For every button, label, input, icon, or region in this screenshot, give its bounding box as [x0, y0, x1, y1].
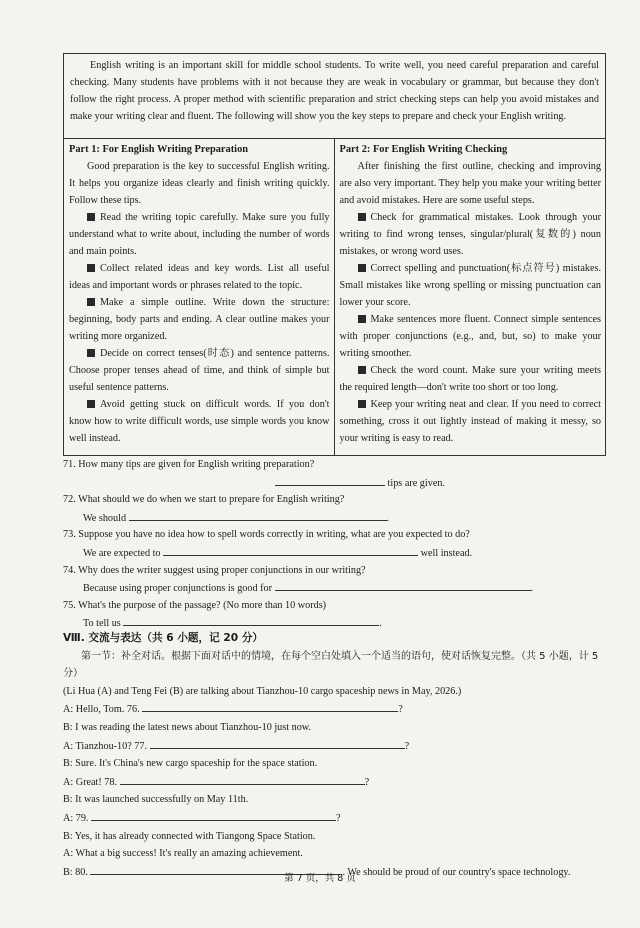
answer-blank-77[interactable] — [150, 737, 405, 749]
part1-tip: Decide on correct tenses(时态) and sentence patterns. Choose proper tenses ahead of time, and think of simple but useful sentence patterns. — [69, 348, 330, 393]
dialogue-line-76: A: Hello, Tom. 76. ? — [63, 700, 608, 719]
answer-blank-76[interactable] — [142, 700, 398, 712]
part1-tip: Collect related ideas and key words. List all useful ideas and important words or phrases related to the topic. — [69, 263, 330, 291]
question-72: 72. What should we do when we start to prepare for English writing? — [63, 494, 345, 506]
page-number: 第 7 页，共 8 页 — [284, 873, 356, 884]
answer-blank-78[interactable] — [120, 773, 365, 785]
passage-intro: English writing is an important skill for middle school students. To write well, you need careful preparation and careful checking. Many students have problems with it not because they are weak in vocabulary or grammar, but because they don't follow the right process. A proper method with scientific preparation and strict checking steps can help you avoid mistakes and make your writing clear and fluent. The following will show you the key steps to prepare and check your English writing. — [64, 54, 605, 139]
square-bullet-icon — [358, 264, 366, 272]
dialogue-line-79: A: 79. ? — [63, 809, 608, 828]
part1-title: Part 1: For English Writing Preparation — [69, 144, 249, 155]
part1-tip: Make a simple outline. Write down the structure: beginning, body parts and ending. A clear outline makes your writing more organized. — [69, 297, 330, 342]
part2-tip: Correct spelling and punctuation(标点符号) mistakes. Small mistakes like wrong spelling or missing punctuation can lower your score. — [339, 263, 601, 308]
answer-blank-74[interactable] — [275, 579, 531, 591]
square-bullet-icon — [358, 213, 366, 221]
answer-blank-73[interactable] — [163, 544, 418, 556]
answer-blank-79[interactable] — [91, 809, 336, 821]
part2-column — [335, 139, 606, 455]
dialogue-context: (Li Hua (A) and Teng Fei (B) are talking about Tianzhou-10 cargo spaceship news in May, 2026.) — [63, 685, 462, 697]
square-bullet-icon — [358, 366, 366, 374]
answer-line-75: To tell us . — [63, 614, 608, 633]
square-bullet-icon — [358, 315, 366, 323]
dialogue-line: B: Yes, it has already connected with Tiangong Space Station. — [63, 830, 316, 842]
square-bullet-icon — [358, 400, 366, 408]
part2-tip: Check for grammatical mistakes. Look through your writing to find wrong tenses, singular/plural(复数的) noun mistakes, or wrong word uses. — [339, 212, 601, 257]
dialogue-line: B: I was reading the latest news about Tianzhou-10 just now. — [63, 721, 312, 733]
part1-lead: Good preparation is the key to successful English writing. It helps you organize ideas clearly and finish writing quickly. Follow these tips. — [69, 161, 330, 206]
answer-line-72: We should . — [63, 509, 608, 528]
part1-tip: Read the writing topic carefully. Make sure you fully understand what to write about, including the number of words and main points. — [69, 212, 330, 257]
question-75: 75. What's the purpose of the passage? (No more than 10 words) — [63, 599, 327, 611]
answer-line-71: tips are given. — [63, 474, 608, 493]
section-8 — [63, 630, 608, 881]
part1-column — [64, 139, 335, 455]
part2-tip: Keep your writing neat and clear. If you need to correct something, cross it out lightly instead of making it messy, so your writing is easy to read. — [339, 399, 601, 444]
square-bullet-icon — [87, 298, 95, 306]
answer-line-74: Because using proper conjunctions is good for . — [63, 579, 608, 598]
dialogue-line-80: B: 80. . We should be proud of our country's space technology. — [63, 863, 608, 882]
part2-tip: Check the word count. Make sure your writing meets the required length—don't write too short or too long. — [339, 365, 601, 393]
dialogue-line: A: What a big success! It's really an amazing achievement. — [63, 848, 303, 860]
square-bullet-icon — [87, 349, 95, 357]
square-bullet-icon — [87, 213, 95, 221]
square-bullet-icon — [87, 400, 95, 408]
answer-blank-75[interactable] — [123, 614, 379, 626]
question-74: 74. Why does the writer suggest using proper conjunctions in our writing? — [63, 564, 366, 576]
dialogue-line-78: A: Great! 78. ? — [63, 773, 608, 792]
part1-tip: Avoid getting stuck on difficult words. If you don't know how to write difficult words, use simple words you know well instead. — [69, 399, 330, 444]
square-bullet-icon — [87, 264, 95, 272]
question-73: 73. Suppose you have no idea how to spell words correctly in writing, what are you expected to do? — [63, 529, 470, 541]
answer-line-73: We are expected to well instead. — [63, 544, 608, 563]
answer-blank-71[interactable] — [275, 474, 385, 486]
dialogue-line: B: It was launched successfully on May 11th. — [63, 794, 249, 806]
dialogue-line: B: Sure. It's China's new cargo spaceship for the space station. — [63, 758, 318, 770]
part2-tip: Make sentences more fluent. Connect simple sentences with proper conjunctions (e.g., and, but, so) to make your writing smoother. — [339, 314, 601, 359]
dialogue-line-77: A: Tianzhou-10? 77. ? — [63, 737, 608, 756]
question-71: 71. How many tips are given for English writing preparation? — [63, 459, 315, 470]
part2-lead: After finishing the first outline, checking and improving are also very important. They help you make your writing better and avoid mistakes. Here are some useful steps. — [339, 161, 601, 206]
reading-questions — [63, 457, 608, 633]
answer-blank-72[interactable] — [129, 509, 387, 521]
part2-title: Part 2: For English Writing Checking — [339, 144, 508, 155]
section-title: Ⅷ. 交流与表达（共 6 小题，记 20 分） — [63, 632, 264, 644]
section-instruction: 第一节：补全对话。根据下面对话中的情境，在每个空白处填入一个适当的语句，使对话恢复完整。（共 5 小题，计 5 分） — [63, 650, 599, 680]
reading-passage-box — [63, 53, 606, 456]
